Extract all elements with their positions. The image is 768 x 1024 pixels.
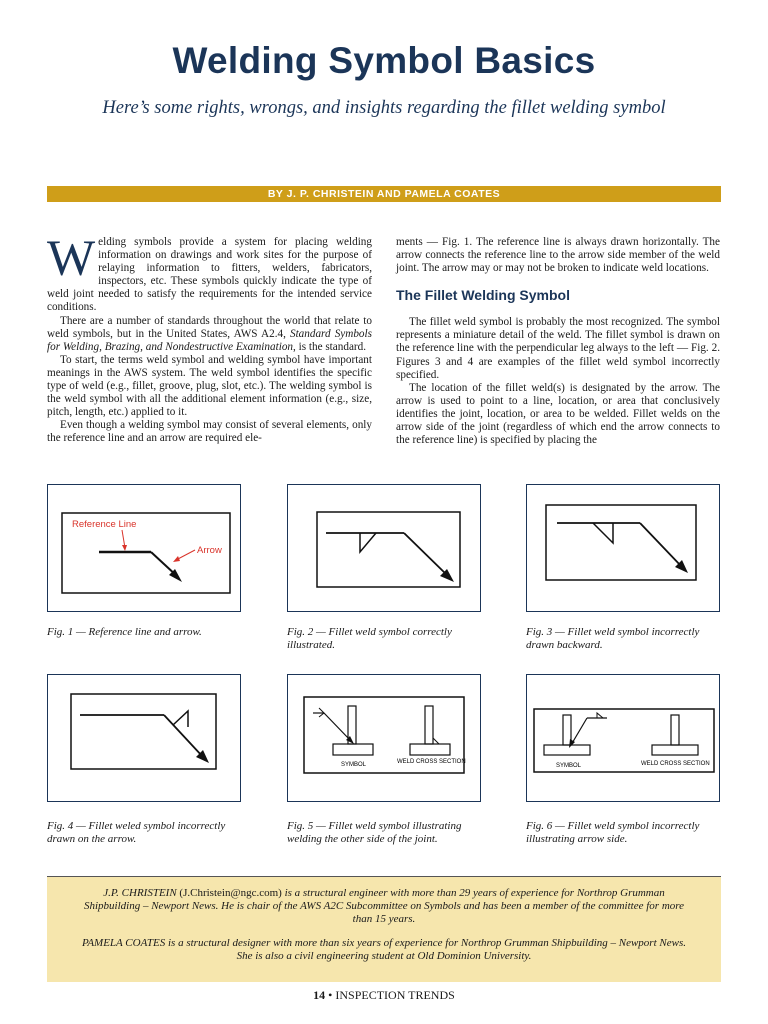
drop-cap: W [47, 231, 96, 287]
paragraph-standards-text-b: , is the standard. [293, 340, 367, 353]
figure-1 [47, 484, 241, 612]
author-bio-box [47, 876, 721, 982]
cross-section-plate-base [410, 744, 450, 755]
cross-section-plate-base [652, 745, 698, 755]
figure-6 [526, 674, 720, 802]
figure-6-drawing [527, 675, 718, 805]
paragraph-standards-text-a: There are a number of standards throughout the world that relate to weld symbols, but in the United States, AWS A2.4, [47, 314, 372, 340]
symbol-label: SYMBOL [341, 762, 367, 768]
figure-2-frame [317, 512, 460, 587]
symbol-plate-vertical [563, 715, 571, 745]
figure-5-drawing [288, 675, 479, 805]
arrow-line [640, 523, 682, 567]
figure-4-frame [71, 694, 216, 769]
arrow-label-leader-head [173, 556, 180, 562]
byline-bar: BY J. P. CHRISTEIN AND PAMELA COATES [47, 186, 721, 202]
weld-cross-section-label: WELD CROSS SECTION [397, 759, 466, 765]
cross-section-plate-vertical [671, 715, 679, 745]
paragraph-elements: Even though a welding symbol may consist of several elements, only the reference line and an arrow are required ele- [47, 419, 372, 445]
figure-5-caption: Fig. 5 — Fillet weld symbol illustrating welding the other side of the joint. [287, 820, 462, 845]
cross-section-fillet-weld [433, 738, 439, 744]
bio-coates: PAMELA COATES is a structural designer with more than six years of experience for Northrop Grumman Shipbuilding – Newport News. She is also a civil engineering student at Old Dominion University. [82, 936, 686, 962]
paragraph-intro-text: elding symbols provide a system for placing welding information on drawings and work sites for the purpose of relaying information to fitters, welders, fabricators, inspectors, etc. These symbols quickly indicate the type of weld joint needed to satisfy the requirements for the intended service conditions. [47, 236, 372, 314]
symbol-plate-base [333, 744, 373, 755]
figure-2 [287, 484, 481, 612]
fillet-weld-symbol-backward [593, 523, 613, 543]
paragraph-fillet-symbol: The fillet weld symbol is probably the most recognized. The symbol represents a miniature detail of the weld. The fillet symbol is drawn on the reference line with the perpendicular leg always to the left — Fig. 2. Figures 3 and 4 are examples of the fillet weld symbol incorrectly specified. [396, 316, 720, 381]
cross-section-plate-vertical [425, 706, 433, 744]
figure-1-caption: Fig. 1 — Reference line and arrow. [47, 626, 202, 638]
bio-christein-email: (J.Christein@ngc.com) [179, 887, 282, 899]
arrow-line [571, 718, 587, 745]
reference-line-label-leader-head [122, 545, 127, 551]
symbol-label: SYMBOL [556, 763, 582, 769]
weld-cross-section-label: WELD CROSS SECTION [641, 761, 710, 767]
symbol-plate-base [544, 745, 590, 755]
figure-1-drawing [48, 485, 239, 610]
figure-4-caption: Fig. 4 — Fillet weled symbol incorrectly drawn on the arrow. [47, 820, 226, 845]
page-number: 14 [313, 988, 326, 1002]
body-column-right [396, 236, 720, 447]
figure-3-drawing [527, 485, 718, 610]
arrow-label: Arrow [197, 545, 222, 556]
bio-christein-name: J.P. CHRISTEIN [103, 887, 177, 899]
figure-4-drawing [48, 675, 239, 805]
standard-title: Standard Symbols for Welding, Brazing, and Nondestructive Examination [47, 327, 372, 353]
fillet-weld-symbol-on-arrow [173, 711, 188, 727]
paragraph-intro [47, 231, 372, 315]
section-heading-fillet-welding-symbol: The Fillet Welding Symbol [396, 287, 570, 304]
fillet-weld-symbol [360, 533, 376, 552]
fillet-weld-symbol [597, 713, 603, 718]
arrow-line [324, 713, 351, 741]
publication-name: INSPECTION TRENDS [335, 988, 455, 1002]
article-subtitle: Here’s some rights, wrongs, and insights regarding the fillet welding symbol [102, 98, 666, 118]
page-footer [0, 988, 768, 1003]
bio-christein [75, 887, 693, 927]
figure-5 [287, 674, 481, 802]
body-column-left [47, 231, 372, 446]
figure-3-frame [546, 505, 696, 580]
bio-christein-text: is a structural engineer with more than 29 years of experience for Northrop Grumman Shipbuilding – Newport News. He is chair of the AWS A2C Subcommittee on Symbols and has been a member of the committee for more than 15 years. [83, 887, 685, 926]
paragraph-fillet-location: The location of the fillet weld(s) is designated by the arrow. The arrow is used to point to a line, location, or area that conclusively identifies the joint, location, or area to be welded. Fillet welds on the arrow side of the joint (regardless of which end the arrow connects to the reference line) is specified by placing the [396, 381, 720, 447]
arrow-line [404, 533, 448, 576]
figure-3 [526, 484, 720, 612]
paragraph-standards [47, 315, 372, 354]
figure-6-caption: Fig. 6 — Fillet weld symbol incorrectly illustrating arrow side. [526, 820, 700, 845]
figure-4 [47, 674, 241, 802]
figure-2-drawing [288, 485, 479, 610]
arrow-line [164, 715, 203, 757]
reference-line-label: Reference Line [72, 519, 137, 530]
paragraph-terms: To start, the terms weld symbol and welding symbol have important meanings in the AWS system. The weld symbol identifies the specific type of weld (e.g., fillet, groove, plug, slot, etc.). The welding symbol is the weld symbol with all the additional element information (e.g., size, pitch, length, etc.) applied to it. [47, 353, 372, 419]
paragraph-elements-continued: ments — Fig. 1. The reference line is always drawn horizontally. The arrow connects the reference line to the arrow side member of the weld joint. The arrow may or may not be broken to indicate weld locations. [396, 236, 720, 275]
article-title: Welding Symbol Basics [172, 40, 596, 81]
figure-3-caption: Fig. 3 — Fillet weld symbol incorrectly drawn backward. [526, 626, 700, 651]
figure-2-caption: Fig. 2 — Fillet weld symbol correctly illustrated. [287, 626, 452, 651]
footer-separator: • [328, 988, 333, 1002]
